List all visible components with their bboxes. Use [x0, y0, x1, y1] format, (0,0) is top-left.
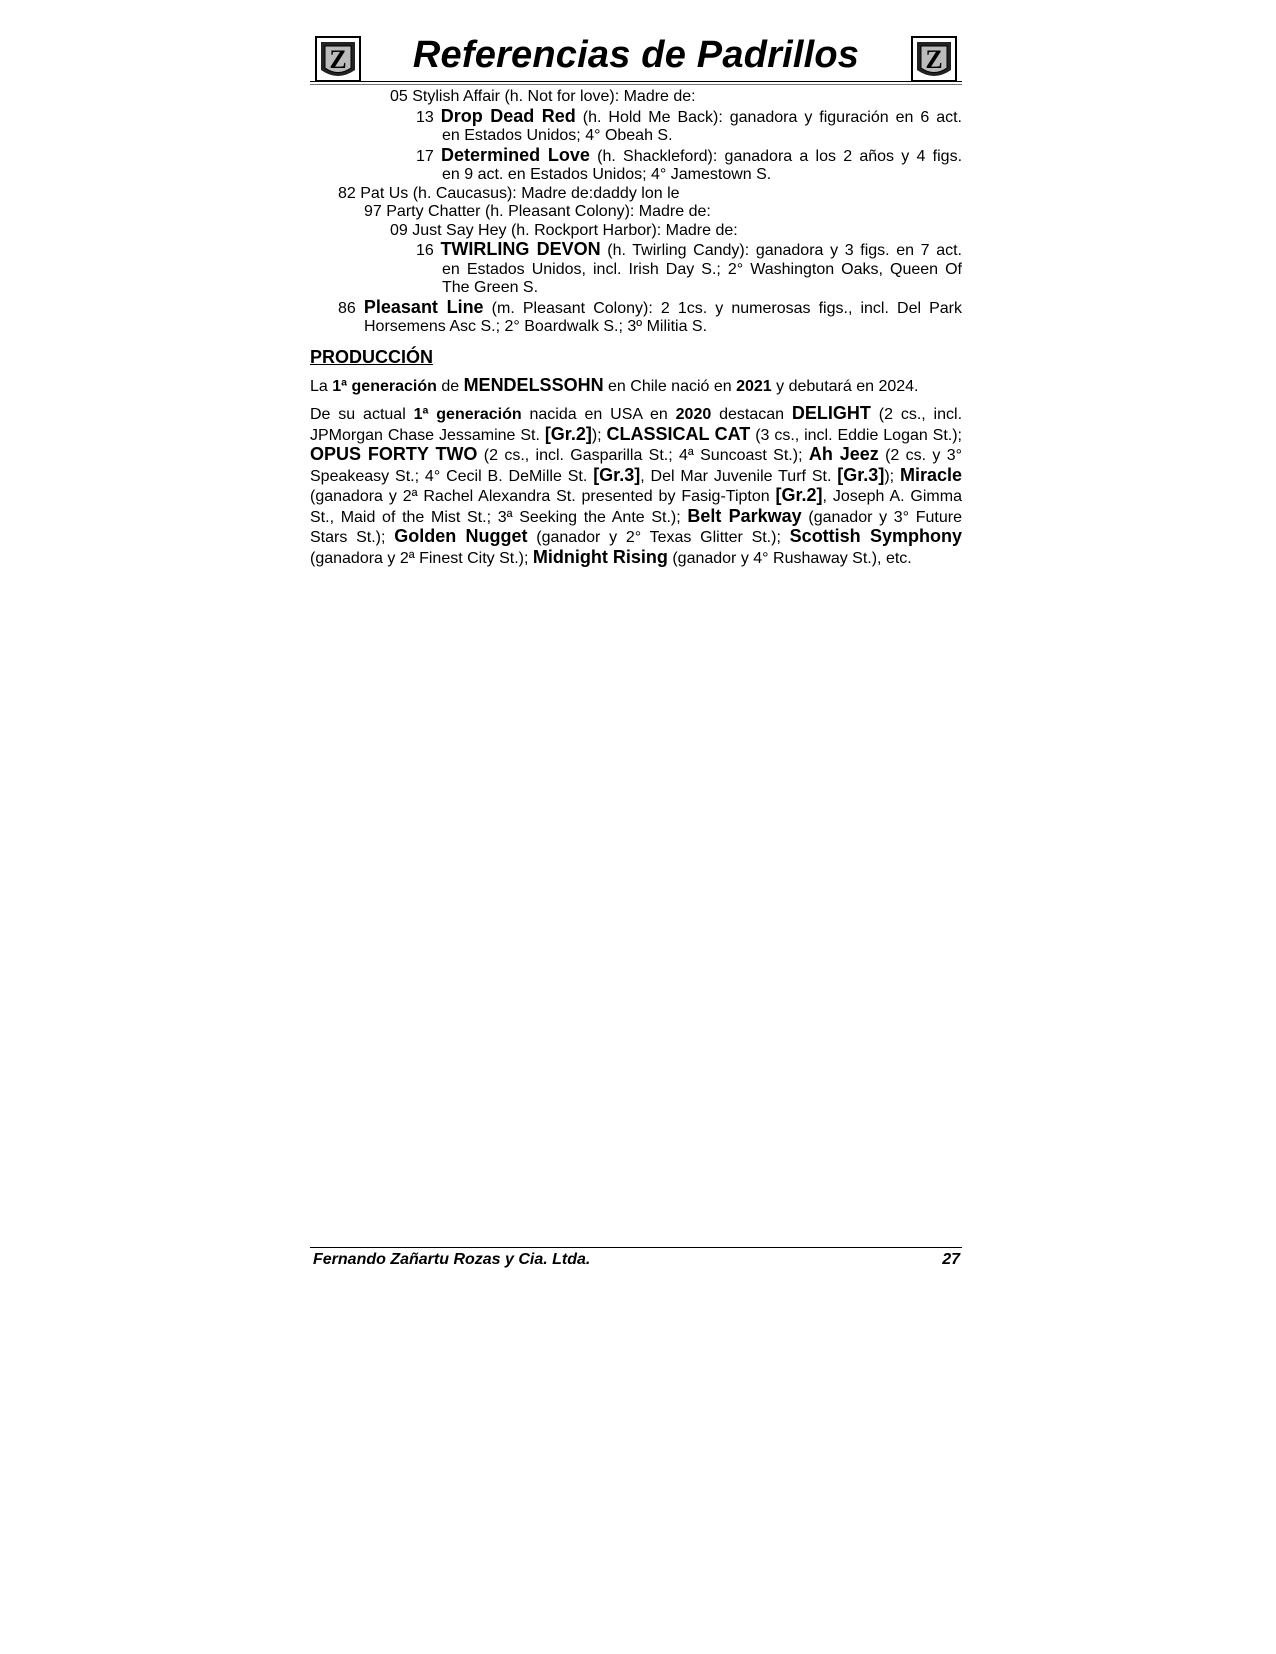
text: De su actual	[310, 406, 414, 423]
horse-name: OPUS FORTY TWO	[310, 444, 478, 464]
text: (ganador y 3° Future Stars St.);	[310, 508, 963, 546]
pedigree-continuation: en 9 act. en Estados Unidos; 4° Jamestown S.	[442, 166, 772, 183]
pedigree-year: 17	[416, 147, 434, 165]
pedigree-line	[416, 107, 962, 146]
horse-name: Determined Love	[441, 144, 590, 165]
pedigree-text: Just Say Hey (h. Rockport Harbor): Madre de:	[412, 221, 738, 239]
pedigree-text: Stylish Affair (h. Not for love): Madre de:	[412, 88, 696, 105]
grade-badge: [Gr.3]	[837, 464, 885, 485]
pedigree-year: 97	[364, 203, 382, 220]
text: nacida en USA en	[521, 406, 676, 423]
page	[310, 30, 962, 584]
text: (2 cs., incl. Gasparilla St.; 4ª Suncoast St.);	[477, 447, 809, 464]
text: y debutará en 2024.	[771, 377, 919, 395]
page-header	[310, 30, 962, 86]
text: );	[591, 426, 607, 444]
pedigree-year: 05	[390, 88, 408, 105]
pedigree-line	[416, 146, 962, 185]
pedigree-continuation: en Estados Unidos, incl. Irish Day S.; 2° Washington Oaks, Queen Of The Green S.	[442, 260, 962, 296]
production-paragraph-usa	[310, 404, 962, 568]
text: (ganadora y 2ª Finest City St.);	[310, 549, 533, 567]
pedigree-year: 86	[338, 299, 356, 317]
page-number: 27	[942, 1251, 960, 1268]
header-divider	[310, 81, 962, 82]
text: (ganador y 4° Rushaway St.), etc.	[667, 549, 912, 567]
text: , Del Mar Juvenile Turf St.	[640, 467, 838, 485]
pedigree-text: (h. Shackleford): ganadora a los 2 años y 4 figs.	[597, 147, 963, 165]
page-title: Referencias de Padrillos	[412, 34, 860, 76]
text: destacan	[711, 406, 792, 423]
pedigree-line	[416, 240, 962, 298]
pedigree-line	[338, 298, 962, 337]
pedigree-year: 09	[390, 221, 408, 239]
horse-name: Belt Parkway	[687, 505, 802, 526]
pedigree-list	[310, 88, 962, 337]
horse-name: CLASSICAL CAT	[606, 423, 751, 444]
page-footer	[310, 1247, 962, 1269]
horse-name: Pleasant Line	[363, 296, 484, 317]
pedigree-continuation: Horsemens Asc S.; 2° Boardwalk S.; 3º Militia S.	[364, 318, 708, 335]
horse-name: Midnight Rising	[532, 546, 668, 567]
pedigree-line	[338, 185, 962, 204]
text: (ganadora y 2ª Rachel Alexandra St. presented by Fasig-Tipton	[310, 488, 776, 505]
text: 1ª generación	[332, 377, 437, 395]
pedigree-year: 13	[416, 108, 434, 126]
text: , Joseph A. Gimma St., Maid of the Mist St.; 3ª Seeking the Ante St.);	[310, 488, 962, 526]
svg-text:Z: Z	[329, 45, 347, 74]
pedigree-text: Party Chatter (h. Pleasant Colony): Madre de:	[386, 203, 711, 220]
pedigree-text: (h. Hold Me Back): ganadora y figuración en 6 act.	[582, 108, 963, 126]
text: (2 cs., incl. JPMorgan Chase Jessamine St.	[310, 406, 963, 444]
text: 1ª generación	[413, 406, 522, 423]
zr-logo-icon	[909, 34, 959, 84]
header-divider	[310, 84, 962, 85]
text: (2 cs. y 3° Speakeasy St.; 4° Cecil B. DeMille St.	[310, 447, 963, 485]
pedigree-line	[390, 222, 962, 241]
section-heading: PRODUCCIÓN	[310, 346, 434, 367]
text: (3 cs., incl. Eddie Logan St.);	[750, 426, 963, 444]
text: La	[310, 377, 333, 395]
sire-name: MENDELSSOHN	[463, 374, 604, 395]
text: de	[436, 377, 464, 395]
pedigree-line	[364, 203, 962, 222]
horse-name: Drop Dead Red	[440, 105, 576, 126]
text: );	[884, 467, 900, 485]
pedigree-continuation: en Estados Unidos; 4° Obeah S.	[442, 127, 673, 144]
pedigree-text: (m. Pleasant Colony): 2 1cs. y numerosas figs., incl. Del Park	[491, 299, 963, 317]
footer-company: Fernando Zañartu Rozas y Cia. Ltda.	[313, 1251, 591, 1268]
pedigree-text: (h. Twirling Candy): ganadora y 3 figs. en 7 act.	[607, 242, 962, 259]
horse-name: Golden Nugget	[394, 526, 528, 546]
grade-badge: [Gr.2]	[544, 423, 592, 444]
production-paragraph-chile	[310, 376, 962, 397]
horse-name: Ah Jeez	[808, 444, 879, 464]
pedigree-text: Pat Us (h. Caucasus): Madre de:daddy lon le	[360, 184, 680, 202]
text: en Chile nació en	[603, 377, 737, 395]
horse-name: TWIRLING DEVON	[440, 239, 601, 259]
horse-name: Scottish Symphony	[789, 526, 963, 546]
grade-badge: [Gr.2]	[775, 485, 823, 505]
pedigree-year: 16	[416, 242, 434, 259]
horse-name: Miracle	[899, 464, 963, 485]
horse-name: DELIGHT	[791, 403, 871, 423]
text: (ganador y 2° Texas Glitter St.);	[527, 529, 790, 546]
text: 2020	[675, 406, 712, 423]
pedigree-year: 82	[338, 184, 356, 202]
svg-text:Z: Z	[925, 45, 943, 74]
grade-badge: [Gr.3]	[593, 464, 641, 485]
text: 2021	[736, 377, 772, 395]
pedigree-line	[390, 88, 962, 107]
